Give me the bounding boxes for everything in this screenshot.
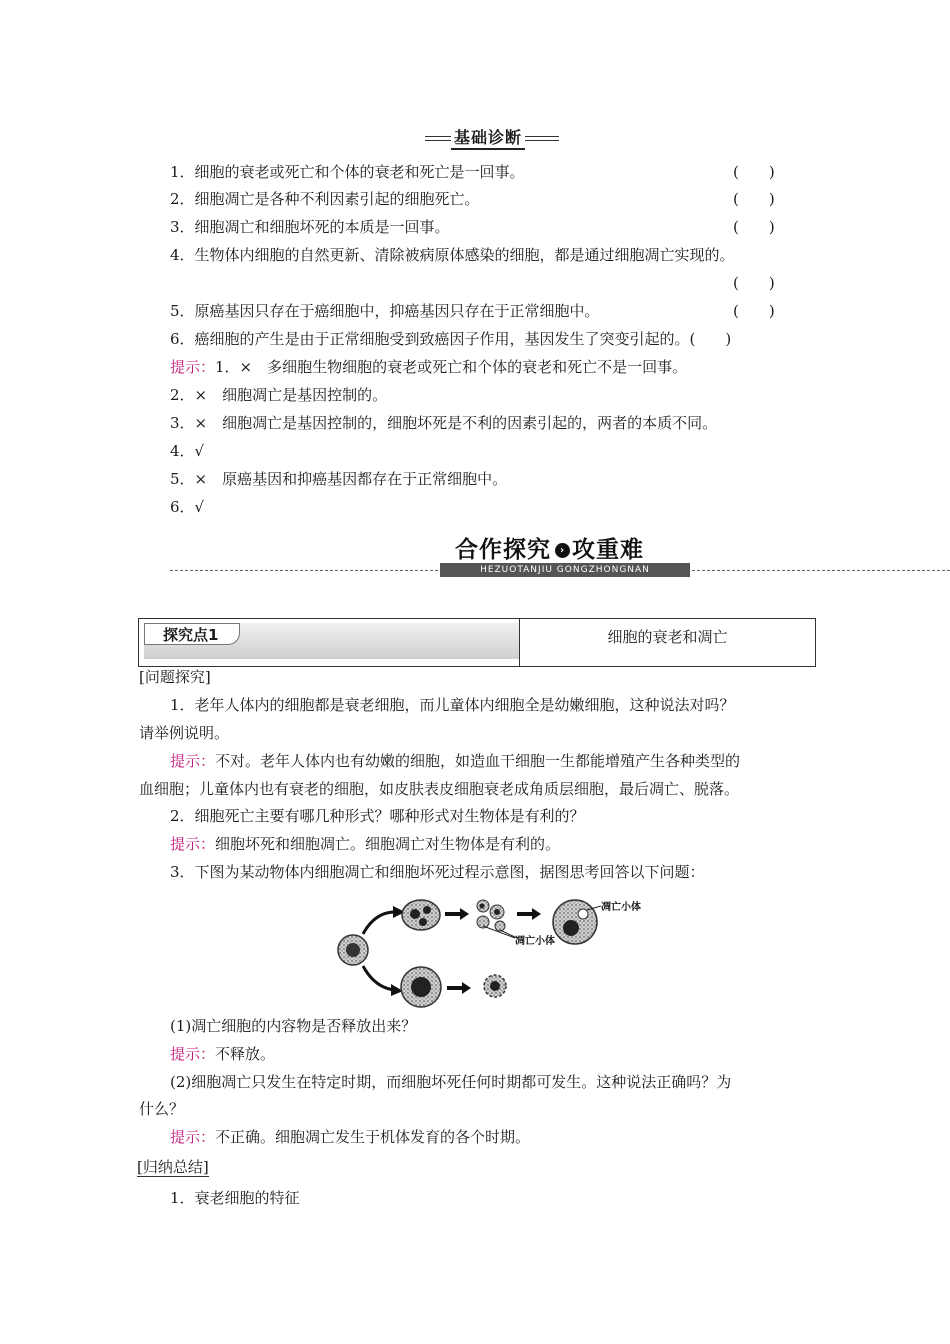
sub-answer-2 [170,1127,530,1147]
arrow-right [447,982,471,994]
chevron-right-icon: › [555,543,570,558]
answer-bracket-4: ( ) [733,274,775,292]
initial-cell [338,935,368,965]
answer-4: 4．√ [170,442,205,460]
phagocyte-with-apoptotic-bodies [553,900,597,944]
banner-title-left: 合作探究 [455,537,551,563]
arrow-right [517,908,541,920]
question-1-line-1: 1．老年人体内的细胞都是衰老细胞，而儿童体内细胞全是幼嫩细胞，这种说法对吗？ [170,696,735,714]
dashed-divider-right [692,570,950,571]
label-apoptotic-body-1: 凋亡小体 [601,902,641,913]
question-item-6: 6．癌细胞的产生是由于正常细胞受到致癌因子作用，基因发生了突变引起的。( ) [170,330,732,348]
question-item-1: 1．细胞的衰老或死亡和个体的衰老和死亡是一回事。 [170,163,525,181]
topic-title: 细胞的衰老和凋亡 [607,628,728,646]
sub-answer-1 [170,1044,275,1064]
question-3: 3．下图为某动物体内细胞凋亡和细胞坏死过程示意图，据图思考回答以下问题： [170,863,705,881]
answer-bracket-3: ( ) [733,218,775,236]
hint-label: 提示： [170,835,216,853]
cooperation-banner-title [455,531,644,564]
answer-text: 不正确。细胞凋亡发生于机体发育的各个时期。 [215,1128,531,1146]
answer-text: 不释放。 [215,1045,276,1063]
hint-label: 提示： [170,752,216,770]
summary-heading-text: [归纳总结] [137,1158,209,1176]
answer-5: 5．× 原癌基因和抑癌基因都存在于正常细胞中。 [170,470,508,488]
arrow-to-necrosis [363,966,395,990]
apoptotic-cell-shrinking [402,900,440,930]
answer-2: 2．× 细胞凋亡是基因控制的。 [170,386,388,404]
question-item-2: 2．细胞凋亡是各种不利因素引起的细胞死亡。 [170,190,480,208]
question-2: 2．细胞死亡主要有哪几种形式？哪种形式对生物体是有利的？ [170,807,585,825]
topic-tab: 探究点1 [144,623,240,645]
banner-title-right: 攻重难 [572,537,644,563]
question-1-line-2: 请举例说明。 [139,724,230,742]
label-apoptotic-body-2: 凋亡小体 [515,936,555,947]
answer-1-line-2: 血细胞；儿童体内也有衰老的细胞，如皮肤表皮细胞衰老成角质层细胞，最后凋亡、脱落。 [139,780,740,798]
answer-bracket-2: ( ) [733,190,775,208]
necrotic-cell-lysed [484,975,506,997]
apoptotic-bodies [477,900,505,931]
banner-subtitle: HEZUOTANJIU GONGZHONGNAN [440,563,690,577]
summary-item-1: 1．衰老细胞的特征 [170,1189,300,1207]
question-item-3: 3．细胞凋亡和细胞坏死的本质是一回事。 [170,218,450,236]
hint-label: 提示： [170,358,216,376]
answer-3: 3．× 细胞凋亡是基因控制的，细胞坏死是不利的因素引起的，两者的本质不同。 [170,414,718,432]
answer-bracket-5: ( ) [733,302,775,320]
sub-question-1: (1)凋亡细胞的内容物是否释放出来？ [170,1017,417,1035]
answer-1-line-1 [170,751,740,771]
hint-label: 提示： [170,1128,216,1146]
answer-2 [170,834,560,854]
inquiry-heading: [问题探究] [139,668,211,686]
necrotic-cell-swelling [401,967,441,1007]
answer-text: 1．× 多细胞生物细胞的衰老或死亡和个体的衰老和死亡不是一回事。 [215,358,688,376]
hint-label: 提示： [170,1045,216,1063]
section-banner-diagnosis [425,128,559,150]
question-item-4: 4．生物体内细胞的自然更新、清除被病原体感染的细胞，都是通过细胞凋亡实现的。 [170,246,735,264]
answer-bracket-1: ( ) [733,163,775,181]
question-item-5: 5．原癌基因只存在于癌细胞中，抑癌基因只存在于正常细胞中。 [170,302,600,320]
section-title: 基础诊断 [451,128,525,150]
hint-answer-1 [170,357,687,377]
sub-question-2-line-1: (2)细胞凋亡只发生在特定时期，而细胞坏死任何时期都可发生。这种说法正确吗？为 [170,1073,732,1091]
apoptosis-necrosis-diagram [335,892,641,1012]
dashed-divider-left [170,570,438,571]
sub-question-2-line-2: 什么？ [139,1100,185,1118]
answer-text: 不对。老年人体内也有幼嫩的细胞，如造血干细胞一生都能增殖产生各种类型的 [215,752,741,770]
arrow-right [445,908,469,920]
arrow-to-apoptosis [363,912,395,934]
answer-6: 6．√ [170,498,205,516]
topic-box [138,618,816,667]
summary-heading [137,1157,209,1177]
answer-text: 细胞坏死和细胞凋亡。细胞凋亡对生物体是有利的。 [215,835,561,853]
